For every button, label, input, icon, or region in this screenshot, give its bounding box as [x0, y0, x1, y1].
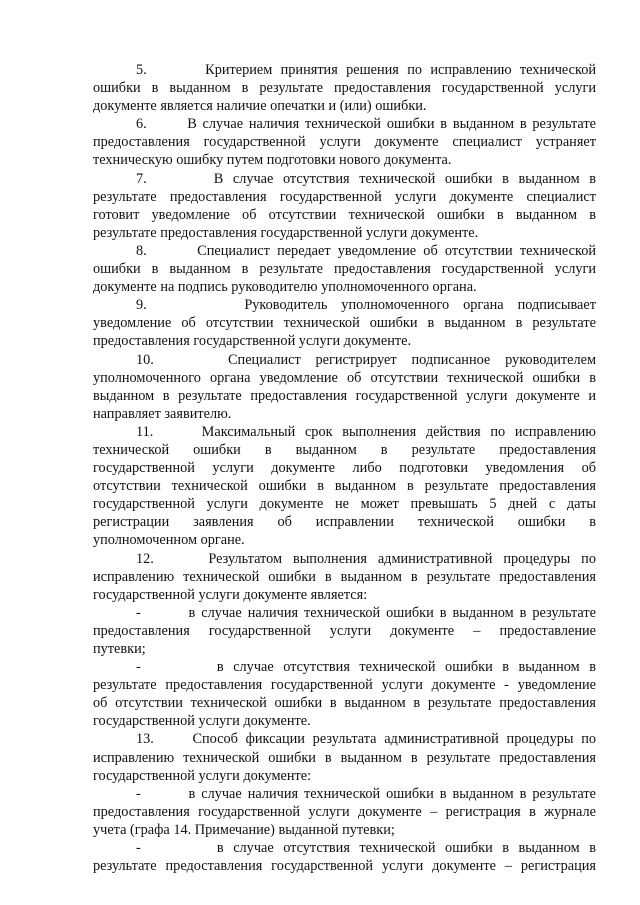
paragraph — [93, 351, 596, 423]
text-line: государственной услуги документе не может превышать 5 дней с даты — [93, 496, 596, 513]
text-line: - в случае наличия технической ошибки в выданном в результате — [136, 785, 596, 802]
paragraph — [93, 785, 596, 839]
text-line: результате предоставления государственной услуги документе - уведомление — [93, 677, 596, 694]
text-line: уполномоченном органе. — [93, 532, 245, 549]
text-line: исправлению технической ошибки в выданном в результате предоставления — [93, 568, 596, 585]
text-line: результате предоставления государственной услуги документе специалист — [93, 188, 596, 205]
text-line: путевки; — [93, 641, 146, 657]
text-line: - в случае отсутствия технической ошибки в выданном в — [136, 659, 596, 676]
paragraph — [93, 658, 596, 730]
text-line: готовит уведомление об отсутствии технической ошибки в выданном в — [93, 206, 596, 223]
text-line: государственной услуги документе: — [93, 767, 312, 784]
paragraph — [93, 730, 596, 784]
text-line: государственной услуги документе. — [93, 713, 311, 730]
text-line: результате предоставления государственной услуги документе. — [93, 224, 479, 241]
paragraph — [93, 170, 596, 242]
text-line: выданном в результате предоставления государственной услуги документе и — [93, 387, 596, 404]
text-line: уполномоченного органа уведомление об отсутствии технической ошибки в — [93, 369, 596, 386]
document-page — [93, 61, 596, 875]
paragraph — [93, 296, 596, 350]
text-line: 6. В случае наличия технической ошибки в выданном в результате — [136, 116, 596, 133]
text-line: отсутствии технической ошибки в выданном в результате предоставления — [93, 478, 596, 495]
text-line: государственной услуги документе является: — [93, 586, 368, 603]
text-line: - в случае отсутствия технической ошибки в выданном в — [136, 840, 596, 857]
text-line: предоставления государственной услуги документе. — [93, 333, 412, 350]
text-line: результате предоставления государственной услуги документе – регистрация — [93, 858, 596, 875]
paragraph — [93, 423, 596, 550]
text-line: уведомление об отсутствии технической ошибки в выданном в результате — [93, 315, 596, 332]
text-line: государственной услуги документе либо подготовки уведомления об — [93, 460, 596, 477]
text-line: 8. Специалист передает уведомление об отсутствии технической — [136, 242, 596, 259]
text-line: документе является наличие опечатки и (или) ошибки. — [93, 98, 427, 115]
paragraph — [93, 242, 596, 296]
text-line: 13. Способ фиксации результата административной процедуры по — [136, 731, 596, 748]
text-line: 10. Специалист регистрирует подписанное руководителем — [136, 351, 596, 368]
text-line: 5. Критерием принятия решения по исправлению технической — [136, 62, 596, 78]
text-line: 7. В случае отсутствия технической ошибки в выданном в — [136, 170, 596, 187]
text-line: направляет заявителю. — [93, 405, 232, 422]
text-line: учета (графа 14. Примечание) выданной путевки; — [93, 821, 395, 838]
text-line: технической ошибки в выданном в результате предоставления — [93, 441, 596, 458]
text-line: 12. Результатом выполнения административной процедуры по — [136, 550, 596, 567]
paragraph — [93, 839, 596, 875]
text-line: исправлению технической ошибки в выданном в результате предоставления — [93, 749, 596, 766]
paragraph — [93, 604, 596, 658]
paragraph — [93, 115, 596, 169]
text-line: 9. Руководитель уполномоченного органа подписывает — [136, 297, 596, 314]
text-line: регистрации заявления об исправлении технической ошибки в — [93, 514, 596, 531]
text-line: - в случае наличия технической ошибки в выданном в результате — [136, 604, 596, 621]
paragraph — [93, 61, 596, 115]
paragraph — [93, 550, 596, 604]
text-line: 11. Максимальный срок выполнения действия по исправлению — [136, 423, 596, 440]
text-line: документе на подпись руководителю уполномоченного органа. — [93, 279, 477, 296]
text-line: предоставления государственной услуги документе – регистрация в журнале — [93, 803, 596, 820]
text-line: об отсутствии технической ошибки в выданном в результате предоставления — [93, 695, 596, 712]
text-line: ошибки в выданном в результате предоставления государственной услуги — [93, 80, 596, 97]
text-line: ошибки в выданном в результате предоставления государственной услуги — [93, 261, 596, 278]
text-line: предоставления государственной услуги документе специалист устраняет — [93, 134, 596, 151]
text-line: предоставления государственной услуги документе – предоставление — [93, 622, 596, 639]
text-line: техническую ошибку путем подготовки нового документа. — [93, 152, 452, 169]
